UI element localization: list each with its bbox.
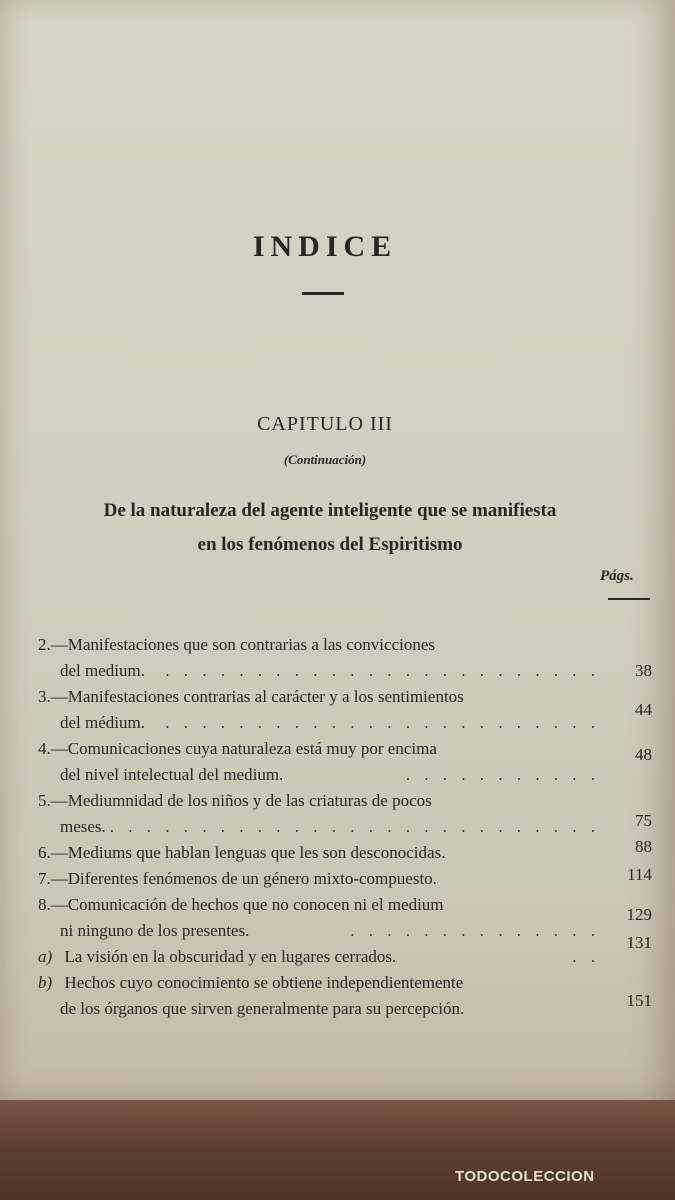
- toc-leader-dots: . .: [572, 947, 600, 966]
- toc-item-text: Hechos cuyo conocimiento se obtiene independientemente: [64, 973, 464, 992]
- toc-page-number: 75: [635, 811, 652, 830]
- table-of-contents: [38, 632, 652, 1022]
- toc-line: [38, 991, 652, 1022]
- toc-leader-dots: . . . . . . . . . . . . . . . . . . . . . . . .: [165, 661, 600, 680]
- toc-line: [38, 684, 652, 710]
- toc-entry-text: [38, 944, 396, 970]
- toc-page-number: 44: [635, 700, 652, 719]
- toc-line: [38, 933, 652, 970]
- toc-line: [38, 970, 652, 996]
- toc-line: [38, 892, 652, 918]
- toc-entry-text: 3.—Manifestaciones contrarias al carácter y a los sentimientos: [38, 687, 464, 706]
- toc-item-marker: b): [38, 973, 53, 992]
- toc-line: [38, 837, 652, 866]
- toc-page-number: 114: [627, 865, 652, 884]
- toc-line: [38, 905, 652, 944]
- toc-line: [38, 632, 652, 658]
- toc-line: [38, 788, 652, 814]
- toc-line: [38, 658, 652, 684]
- toc-entry-text: 5.—Mediumnidad de los niños y de las criaturas de pocos: [38, 791, 432, 810]
- toc-entry-text: del nivel intelectual del medium.: [60, 765, 284, 784]
- toc-line: [38, 736, 652, 762]
- toc-entry-text: 6.—Mediums que hablan lenguas que les son desconocidas.: [38, 843, 446, 862]
- toc-entry-text: [38, 970, 463, 996]
- toc-entry-text: 2.—Manifestaciones que son contrarias a las convicciones: [38, 635, 436, 654]
- toc-item-text: La visión en la obscuridad y en lugares cerrados.: [64, 947, 397, 966]
- toc-page-number: 88: [635, 837, 652, 856]
- title-rule: [302, 292, 344, 295]
- toc-line: [38, 811, 652, 840]
- toc-leader-dots: . . . . . . . . . . . . . .: [350, 921, 600, 940]
- toc-page-number: 131: [626, 933, 652, 952]
- chapter-subtitle-line-2: en los fenómenos del Espiritismo: [197, 534, 463, 555]
- toc-entry-text: ni ninguno de los presentes.: [60, 921, 250, 940]
- toc-leader-dots: . . . . . . . . . . . . . . . . . . . . . . . .: [165, 713, 600, 732]
- toc-leader-dots: . . . . . . . . . . . . . . . . . . . . . . . . . . .: [109, 817, 600, 836]
- toc-page-number: 129: [626, 905, 652, 924]
- toc-item-marker: a): [38, 947, 53, 966]
- toc-entry-text: del médium.: [60, 713, 145, 732]
- toc-entry-text: del medium.: [60, 661, 145, 680]
- pages-rule: [608, 598, 650, 600]
- toc-entry-text: 8.—Comunicación de hechos que no conocen ni el medium: [38, 895, 444, 914]
- toc-entry-text: meses.: [60, 817, 106, 836]
- page-title: INDICE: [252, 230, 398, 263]
- toc-line: [38, 700, 652, 736]
- toc-entry-text: 4.—Comunicaciones cuya naturaleza está muy por encima: [38, 739, 437, 758]
- toc-page-number: 38: [635, 661, 652, 680]
- toc-leader-dots: . . . . . . . . . . .: [405, 765, 600, 784]
- pages-label: Págs.: [600, 568, 634, 584]
- chapter-heading: CAPITULO III: [257, 413, 393, 435]
- toc-line: [38, 866, 652, 892]
- toc-entry-text: de los órganos que sirven generalmente para su percepción.: [60, 999, 465, 1018]
- toc-page-number: 48: [635, 745, 652, 764]
- toc-entry-text: 7.—Diferentes fenómenos de un género mixto-compuesto.: [38, 869, 437, 888]
- watermark-text: TODOCOLECCION: [455, 1168, 595, 1185]
- book-edge-background: [0, 1100, 675, 1200]
- toc-page-number: 151: [626, 991, 652, 1010]
- chapter-subtitle: [30, 494, 630, 562]
- continuation-note: (Continuación): [283, 452, 367, 467]
- chapter-subtitle-line-1: De la naturaleza del agente inteligente que se manifiesta: [103, 500, 557, 521]
